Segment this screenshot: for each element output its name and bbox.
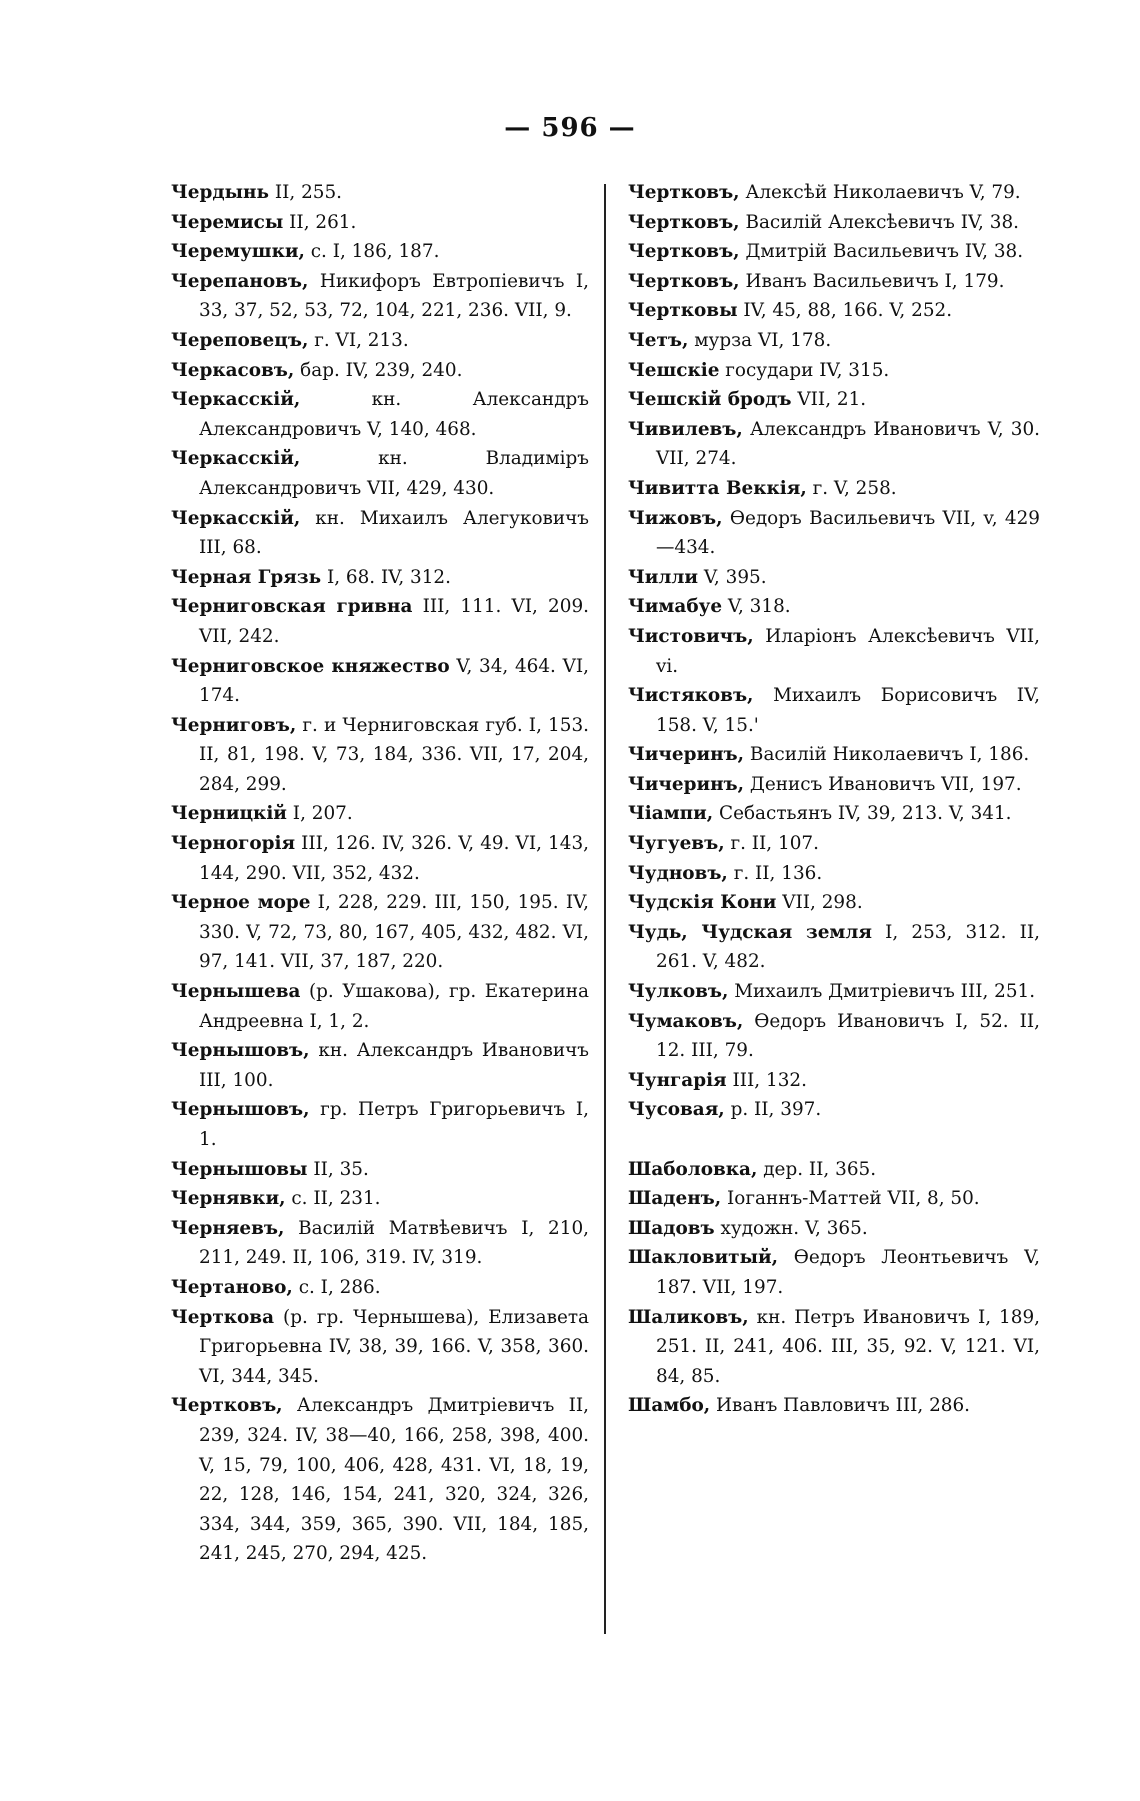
index-entry [628,504,1040,563]
index-entry [628,681,1040,740]
entry-headword: Чернышовъ, [171,1040,310,1062]
entry-headword: Чертковы [628,300,738,322]
entry-references: Василій Николаевичъ I, 186. [744,744,1030,766]
entry-references: Себастьянъ IV, 39, 213. V, 341. [713,803,1012,825]
entry-references: V, 318. [722,596,791,618]
section-gap [628,1125,1040,1155]
entry-references: г. VI, 213. [308,329,409,351]
entry-headword: Шаденъ, [628,1188,722,1210]
entry-headword: Чернышовъ, [171,1099,310,1121]
index-entry [628,208,1040,238]
entry-references: Иларіонъ Алексѣевичъ VII, vi. [656,625,1040,677]
index-entry [628,1095,1040,1125]
entry-references: III, 132. [726,1069,807,1091]
entry-references: Михаилъ Дмитріевичъ III, 251. [728,981,1036,1003]
index-entry [628,1155,1040,1185]
entry-headword: Черное море [171,892,311,914]
entry-headword: Чудновъ, [628,862,728,884]
entry-references: кн. Петръ Ивановичъ I, 189, 251. II, 241, 406. III, 35, 92. V, 121. VI, 84, 85. [656,1306,1040,1387]
entry-headword: Чилли [628,566,699,588]
index-entry [628,563,1040,593]
entry-references: Дмитрій Васильевичъ IV, 38. [739,241,1024,263]
index-entry [628,592,1040,622]
entry-headword: Чешскіе [628,359,720,381]
entry-headword: Чумаковъ, [628,1010,744,1032]
index-entry [628,385,1040,415]
index-entry [171,444,589,503]
index-entry [628,770,1040,800]
entry-headword: Чусовая, [628,1099,725,1121]
entry-references: Иванъ Павловичъ III, 286. [710,1395,971,1417]
entry-references: государи IV, 315. [719,359,890,381]
entry-references: мурза VI, 178. [688,329,832,351]
entry-references: VII, 21. [791,389,867,411]
index-entry [628,859,1040,889]
entry-references: Иванъ Васильевичъ I, 179. [739,270,1005,292]
entry-headword: Чижовъ, [628,507,723,529]
entry-references: Алексѣй Николаевичъ V, 79. [739,182,1021,203]
index-entry [628,1243,1040,1302]
index-entry [171,829,589,888]
entry-headword: Чернявки, [171,1188,286,1210]
entry-headword: Чичеринъ, [628,773,745,795]
index-entry [171,356,589,386]
index-entry [628,415,1040,474]
index-entry [171,1155,589,1185]
entry-references: художн. V, 365. [714,1217,868,1239]
entry-references: Ѳедоръ Васильевичъ VII, v, 429—434. [656,507,1040,559]
index-entry [171,1184,589,1214]
index-entry [171,1303,589,1392]
index-entry [171,592,589,651]
entry-references: дер. II, 365. [757,1158,877,1180]
entry-references: III, 126. IV, 326. V, 49. VI, 143, 144, 290. VII, 352, 432. [199,833,589,884]
entry-headword: Черемисы [171,211,284,233]
entry-references: (р. гр. Чернышева), Елизавета Григорьевна IV, 38, 39, 166. V, 358, 360. VI, 344, 345. [199,1306,589,1387]
entry-references: кн. Александръ Александровичъ V, 140, 468. [199,389,589,440]
index-entry [171,799,589,829]
index-entry [628,1007,1040,1066]
entry-headword: Черная Грязь [171,566,322,588]
index-entry [171,888,589,977]
index-entry [628,1184,1040,1214]
entry-references: (р. Ушакова), гр. Екатерина Андреевна I, 1, 2. [199,981,589,1032]
entry-headword: Чулковъ, [628,981,729,1003]
entry-headword: Чудскія Кони [628,892,777,914]
entry-headword: Чивитта Веккія, [628,477,807,499]
index-entry [171,1391,589,1569]
entry-references: г. V, 258. [806,477,897,499]
entry-headword: Черниговское княжество [171,655,450,677]
index-entry [628,918,1040,977]
index-entry [171,1036,589,1095]
entry-headword: Чимабуе [628,596,723,618]
entry-headword: Черниговъ, [171,714,297,736]
entry-headword: Чердынь [171,182,269,203]
index-entry [171,711,589,800]
entry-headword: Черкасскій, [171,448,301,470]
entry-references: I, 68. IV, 312. [321,566,451,588]
entry-references: Ѳедоръ Леонтьевичъ V, 187. VII, 197. [656,1247,1040,1298]
entry-headword: Чугуевъ, [628,833,725,855]
entry-headword: Черкасскій, [171,507,301,529]
entry-headword: Чудь, Чудская земля [628,921,872,943]
entry-references: I, 228, 229. III, 150, 195. IV, 330. V, 72, 73, 80, 167, 405, 432, 482. VI, 97, 141. VII, 37, 187, 220. [199,892,589,973]
entry-headword: Чертковъ, [171,1395,283,1417]
index-entry [171,563,589,593]
entry-references: Никифоръ Евтропіевичъ I, 33, 37, 52, 53, 72, 104, 221, 236. VII, 9. [199,270,589,322]
column-divider [604,184,606,1634]
index-column-left [171,178,589,1569]
entry-references: с. I, 186, 187. [304,241,440,263]
index-entry [628,1214,1040,1244]
index-entry [628,474,1040,504]
entry-headword: Шаликовъ, [628,1306,749,1328]
entry-references: Василій Матвѣевичъ I, 210, 211, 249. II, 106, 319. IV, 319. [199,1217,589,1269]
entry-references: Александръ Дмитріевичъ II, 239, 324. IV, 38—40, 166, 258, 398, 400. V, 15, 79, 100, 406, 428, 431. VI, 18, 19, 22, 128, 146, 154, 241, 320, 324, 326, 334, 344, 359, 365, 390. VII, 184, 185, 241, 245, 270, 294, 425. [199,1395,589,1565]
index-entry [628,1066,1040,1096]
entry-headword: Чистяковъ, [628,685,754,707]
entry-headword: Шадовъ [628,1217,715,1239]
index-entry [628,622,1040,681]
entry-references: Александръ Ивановичъ V, 30. VII, 274. [656,418,1040,470]
entry-headword: Череповецъ, [171,329,309,351]
index-entry [628,977,1040,1007]
entry-references: V, 395. [698,566,767,588]
index-entry [171,504,589,563]
index-entry [171,977,589,1036]
index-entry [171,267,589,326]
entry-references: V, 34, 464. VI, 174. [199,655,589,707]
index-entry [628,799,1040,829]
entry-references: с. II, 231. [285,1188,381,1210]
entry-references: г. II, 136. [727,862,823,884]
entry-headword: Черкасовъ, [171,359,295,381]
index-column-right [628,178,1040,1421]
entry-headword: Черняевъ, [171,1217,285,1239]
entry-headword: Чіампи, [628,803,714,825]
index-entry [171,1273,589,1303]
index-entry [171,178,589,208]
index-entry [171,237,589,267]
entry-references: I, 253, 312. II, 261. V, 482. [656,921,1040,973]
entry-references: IV, 45, 88, 166. V, 252. [737,300,953,322]
index-entry [628,888,1040,918]
entry-references: кн. Владиміръ Александровичъ VII, 429, 430. [199,448,589,499]
entry-references: Денисъ Ивановичъ VII, 197. [744,773,1022,795]
entry-headword: Чивилевъ, [628,418,743,440]
index-entry [171,1214,589,1273]
index-entry [628,740,1040,770]
index-entry [171,652,589,711]
entry-headword: Чертковъ, [628,270,740,292]
entry-references: II, 35. [307,1158,369,1180]
entry-headword: Шамбо, [628,1395,711,1417]
entry-headword: Черногорія [171,833,296,855]
entry-references: Іоганнъ-Маттей VII, 8, 50. [721,1188,980,1210]
entry-headword: Чунгарія [628,1069,727,1091]
entry-headword: Чистовичъ, [628,625,754,647]
entry-references: р. II, 397. [724,1099,822,1121]
entry-headword: Черкасскій, [171,389,301,411]
entry-references: Василій Алексѣевичъ IV, 38. [739,211,1019,233]
index-entry [171,326,589,356]
entry-headword: Чичеринъ, [628,744,745,766]
index-entry [628,267,1040,297]
entry-references: III, 111. VI, 209. VII, 242. [199,596,590,647]
entry-references: г. II, 107. [724,833,819,855]
index-entry [628,356,1040,386]
entry-references: I, 207. [286,803,353,825]
entry-headword: Черемушки, [171,241,305,263]
entry-references: кн. Михаилъ Алегуковичъ III, 68. [199,507,589,559]
entry-references: кн. Александръ Ивановичъ III, 100. [199,1040,589,1091]
index-entry [171,1095,589,1154]
index-entry [628,326,1040,356]
entry-headword: Шакловитый, [628,1247,779,1269]
index-entry [628,178,1040,208]
entry-references: с. I, 286. [292,1276,381,1298]
entry-headword: Чертковъ, [628,211,740,233]
entry-headword: Чертковъ, [628,241,740,263]
entry-references: Ѳедоръ Ивановичъ I, 52. II, 12. III, 79. [656,1010,1040,1062]
index-entry [628,829,1040,859]
entry-headword: Четъ, [628,329,689,351]
entry-headword: Чертковъ, [628,182,740,203]
entry-headword: Черниговская гривна [171,596,413,618]
entry-headword: Чешскій бродъ [628,389,792,411]
index-entry [171,385,589,444]
entry-headword: Шаболовка, [628,1158,758,1180]
index-entry [628,1391,1040,1421]
entry-references: бар. IV, 239, 240. [294,359,463,381]
entry-headword: Чернышовы [171,1158,308,1180]
entry-references: II, 255. [269,182,343,203]
entry-headword: Черницкій [171,803,287,825]
entry-headword: Черепановъ, [171,270,309,292]
entry-references: II, 261. [283,211,357,233]
entry-references: гр. Петръ Григорьевичъ I, 1. [199,1099,589,1150]
index-entry [171,208,589,238]
entry-references: г. и Черниговская губ. I, 153. II, 81, 198. V, 73, 184, 336. VII, 17, 204, 284, 299. [199,714,589,795]
entry-headword: Чертаново, [171,1276,293,1298]
entry-headword: Чернышева [171,981,301,1003]
index-entry [628,1303,1040,1392]
index-entry [628,237,1040,267]
entry-references: Михаилъ Борисовичъ IV, 158. V, 15.' [656,685,1040,736]
entry-references: VII, 298. [776,892,863,914]
index-entry [628,296,1040,326]
page-number: — 596 — [504,113,636,143]
entry-headword: Черткова [171,1306,274,1328]
